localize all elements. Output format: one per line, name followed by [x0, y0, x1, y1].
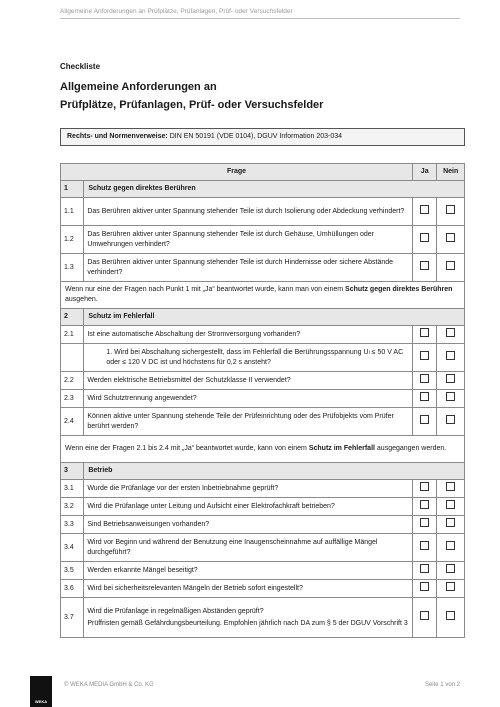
- section-row: [61, 181, 465, 198]
- checkbox-ja[interactable]: [420, 482, 429, 491]
- running-header: Allgemeine Anforderungen an Prüfplätze, Prüfanlagen, Prüf- oder Versuchsfelder: [60, 8, 460, 19]
- question-label: Wird die Prüfanlage unter Leitung und Aufsicht einer Elektrofachkraft betrieben?: [87, 502, 335, 510]
- question-row: [61, 598, 465, 638]
- checkbox-ja-cell: [413, 480, 437, 498]
- question-label: Ist eine automatische Abschaltung der Stromversorgung vorhanden?: [87, 330, 301, 338]
- question-label: Das Berühren aktiver unter Spannung stehender Teile ist durch Hindernisse oder sichere Abstände verhindert?: [87, 258, 394, 276]
- question-number: 2.1: [61, 326, 84, 344]
- question-text: [84, 390, 413, 408]
- question-label: Wird vor Beginn und während der Benutzung eine Inaugenscheinnahme auf auffällige Mängel durchgeführt?: [87, 538, 378, 556]
- checkbox-ja[interactable]: [420, 500, 429, 509]
- checklist-table: [60, 163, 465, 638]
- checkbox-ja-cell: [413, 580, 437, 598]
- question-number: 1.3: [61, 254, 84, 282]
- section-row: [61, 463, 465, 480]
- checklist-body: [61, 181, 465, 638]
- section-number: 3: [61, 463, 84, 480]
- checkbox-nein-cell: [437, 498, 465, 516]
- checkbox-nein[interactable]: [446, 374, 455, 383]
- question-label: Wird die Prüfanlage in regelmäßigen Abständen geprüft?: [87, 607, 264, 615]
- question-number: 3.5: [61, 562, 84, 580]
- title-line-2: Prüfplätze, Prüfanlagen, Prüf- oder Versuchsfelder: [60, 99, 324, 111]
- checkbox-ja[interactable]: [420, 374, 429, 383]
- question-row: [61, 344, 465, 372]
- question-row: [61, 498, 465, 516]
- checkbox-ja-cell: [413, 534, 437, 562]
- checkbox-ja[interactable]: [420, 233, 429, 242]
- question-label: Werden erkannte Mängel beseitigt?: [87, 566, 198, 574]
- section-note-row: [61, 436, 465, 463]
- section-note: [61, 436, 465, 463]
- checkbox-ja[interactable]: [420, 392, 429, 401]
- checkbox-nein[interactable]: [446, 482, 455, 491]
- checkbox-nein-cell: [437, 516, 465, 534]
- question-text: [84, 254, 413, 282]
- checkbox-nein[interactable]: [446, 582, 455, 591]
- checkbox-ja[interactable]: [420, 541, 429, 550]
- checkbox-ja-cell: [413, 516, 437, 534]
- document-title: [60, 78, 460, 114]
- checkbox-nein-cell: [437, 254, 465, 282]
- question-row: [61, 408, 465, 436]
- checkbox-ja-cell: [413, 390, 437, 408]
- section-number: 1: [61, 181, 84, 198]
- checkbox-ja-cell: [413, 408, 437, 436]
- question-label: Wird Schutztrennung angewendet?: [87, 394, 197, 402]
- references-value: DIN EN 50191 (VDE 0104), DGUV Information 203-034: [167, 133, 343, 140]
- checkbox-nein[interactable]: [446, 518, 455, 527]
- checkbox-ja[interactable]: [420, 205, 429, 214]
- checkbox-ja-cell: [413, 562, 437, 580]
- question-number: 3.7: [61, 598, 84, 638]
- question-row: [61, 562, 465, 580]
- note-text: Wenn eine der Fragen 2.1 bis 2.4 mit „Ja“ beantwortet wurde, kann von einem: [65, 445, 309, 452]
- question-text: [84, 226, 413, 254]
- checkbox-ja[interactable]: [420, 582, 429, 591]
- checkbox-nein-cell: [437, 408, 465, 436]
- page-number: Seite 1 von 2: [424, 682, 460, 688]
- checkbox-nein[interactable]: [446, 611, 455, 620]
- checkbox-ja-cell: [413, 498, 437, 516]
- column-header-ja: Ja: [413, 164, 437, 181]
- checkbox-ja-cell: [413, 198, 437, 226]
- question-text: [84, 408, 413, 436]
- question-number: 3.4: [61, 534, 84, 562]
- checkbox-nein[interactable]: [446, 261, 455, 270]
- checkbox-ja[interactable]: [420, 564, 429, 573]
- logo-text: WEKA: [34, 699, 48, 704]
- sub-question-text: 1. Wird bei Abschaltung sichergestellt, dass im Fehlerfall die Berührungsspannung Uₗ ≤ 50 V AC oder ≤ 120 V DC ist und höchstens für 0,2 s ansteht?: [106, 348, 404, 366]
- question-text: [84, 498, 413, 516]
- checkbox-nein-cell: [437, 534, 465, 562]
- title-line-1: Allgemeine Anforderungen an: [60, 81, 217, 93]
- question-label: Können aktive unter Spannung stehende Teile der Prüfeinrichtung oder des Prüfobjekts vom Prüfer berührt werden?: [87, 412, 394, 430]
- checkbox-nein[interactable]: [446, 415, 455, 424]
- references-label: Rechts- und Normenverweise:: [67, 133, 168, 140]
- checkbox-nein[interactable]: [446, 205, 455, 214]
- section-number: 2: [61, 309, 84, 326]
- question-number: 2.3: [61, 390, 84, 408]
- note-text-end: ausgegangen werden.: [374, 445, 447, 452]
- checkbox-nein-cell: [437, 598, 465, 638]
- question-extra-note: Prüffristen gemäß Gefährdungsbeurteilung. Empfohlen jährlich nach DA zum § 5 der DGUV Vorschrift 3: [87, 619, 408, 627]
- question-number: 1.1: [61, 198, 84, 226]
- question-text: [84, 326, 413, 344]
- checkbox-nein-cell: [437, 480, 465, 498]
- checkbox-ja-cell: [413, 372, 437, 390]
- checkbox-ja-cell: [413, 598, 437, 638]
- checkbox-nein[interactable]: [446, 328, 455, 337]
- section-title: Schutz gegen direktes Berühren: [84, 181, 465, 198]
- note-emphasis: Schutz gegen direktes Berühren: [345, 286, 453, 293]
- question-row: [61, 372, 465, 390]
- question-label: Werden elektrische Betriebsmittel der Schutzklasse II verwendet?: [87, 376, 291, 384]
- question-text: [84, 580, 413, 598]
- checkbox-ja[interactable]: [420, 261, 429, 270]
- section-row: [61, 309, 465, 326]
- question-label: Wurde die Prüfanlage vor der ersten Inbetriebnahme geprüft?: [87, 484, 279, 492]
- question-number: 2.4: [61, 408, 84, 436]
- section-note: [61, 282, 465, 309]
- question-number: [61, 344, 84, 372]
- checkbox-nein-cell: [437, 326, 465, 344]
- question-row: [61, 580, 465, 598]
- checkbox-nein[interactable]: [446, 392, 455, 401]
- checkbox-nein[interactable]: [446, 564, 455, 573]
- checkbox-ja[interactable]: [420, 611, 429, 620]
- note-text: Wenn nur eine der Fragen nach Punkt 1 mit „Ja“ beantwortet wurde, kann man von einem: [65, 286, 346, 293]
- checkbox-nein-cell: [437, 226, 465, 254]
- checkbox-ja[interactable]: [420, 415, 429, 424]
- question-text: [84, 534, 413, 562]
- checkbox-nein[interactable]: [446, 500, 455, 509]
- checkbox-nein[interactable]: [446, 233, 455, 242]
- question-number: 2.2: [61, 372, 84, 390]
- question-row: [61, 226, 465, 254]
- checkbox-nein[interactable]: [446, 351, 455, 360]
- note-text-end: ausgehen.: [65, 296, 98, 303]
- question-number: 3.3: [61, 516, 84, 534]
- question-row: [61, 534, 465, 562]
- page-footer: [0, 676, 500, 707]
- section-title: Betrieb: [84, 463, 465, 480]
- section-note-row: [61, 282, 465, 309]
- table-header-row: [61, 164, 465, 181]
- checkbox-nein-cell: [437, 580, 465, 598]
- question-label: Das Berühren aktiver unter Spannung stehender Teile ist durch Isolierung oder Abdeckung verhindert?: [87, 207, 405, 215]
- question-text: [84, 516, 413, 534]
- question-row: [61, 480, 465, 498]
- checkbox-ja-cell: [413, 344, 437, 372]
- question-text: [84, 598, 413, 638]
- question-row: [61, 326, 465, 344]
- question-row: [61, 516, 465, 534]
- question-label: Das Berühren aktiver unter Spannung stehender Teile ist durch Gehäuse, Umhüllungen oder Umwehrungen verhindert?: [87, 230, 374, 248]
- question-number: 1.2: [61, 226, 84, 254]
- checkbox-ja-cell: [413, 254, 437, 282]
- section-title: Schutz im Fehlerfall: [84, 309, 465, 326]
- question-text: [84, 372, 413, 390]
- checkbox-ja-cell: [413, 326, 437, 344]
- references-box: [60, 128, 465, 146]
- question-text: [84, 480, 413, 498]
- checkbox-nein-cell: [437, 372, 465, 390]
- column-header-nein: Nein: [437, 164, 465, 181]
- question-text: [84, 562, 413, 580]
- checkbox-nein-cell: [437, 562, 465, 580]
- question-number: 3.2: [61, 498, 84, 516]
- note-emphasis: Schutz im Fehlerfall: [308, 445, 375, 452]
- weka-logo: [30, 676, 52, 707]
- checkbox-nein[interactable]: [446, 541, 455, 550]
- question-number: 3.1: [61, 480, 84, 498]
- question-label: Wird bei sicherheitsrelevanten Mängeln der Betrieb sofort eingestellt?: [87, 584, 303, 592]
- question-row: [61, 254, 465, 282]
- checkbox-nein-cell: [437, 390, 465, 408]
- question-text: [84, 198, 413, 226]
- document-kicker: Checkliste: [60, 62, 101, 71]
- question-number: 3.6: [61, 580, 84, 598]
- column-header-frage: Frage: [61, 164, 413, 181]
- checkbox-ja-cell: [413, 226, 437, 254]
- checkbox-ja[interactable]: [420, 518, 429, 527]
- question-row: [61, 390, 465, 408]
- checkbox-nein-cell: [437, 198, 465, 226]
- question-row: [61, 198, 465, 226]
- checkbox-ja[interactable]: [420, 351, 429, 360]
- publisher-copyright: © WEKA MEDIA GmbH & Co. KG: [64, 682, 154, 688]
- question-label: Sind Betriebsanweisungen vorhanden?: [87, 520, 210, 528]
- checkbox-nein-cell: [437, 344, 465, 372]
- question-text: [84, 344, 413, 372]
- checkbox-ja[interactable]: [420, 328, 429, 337]
